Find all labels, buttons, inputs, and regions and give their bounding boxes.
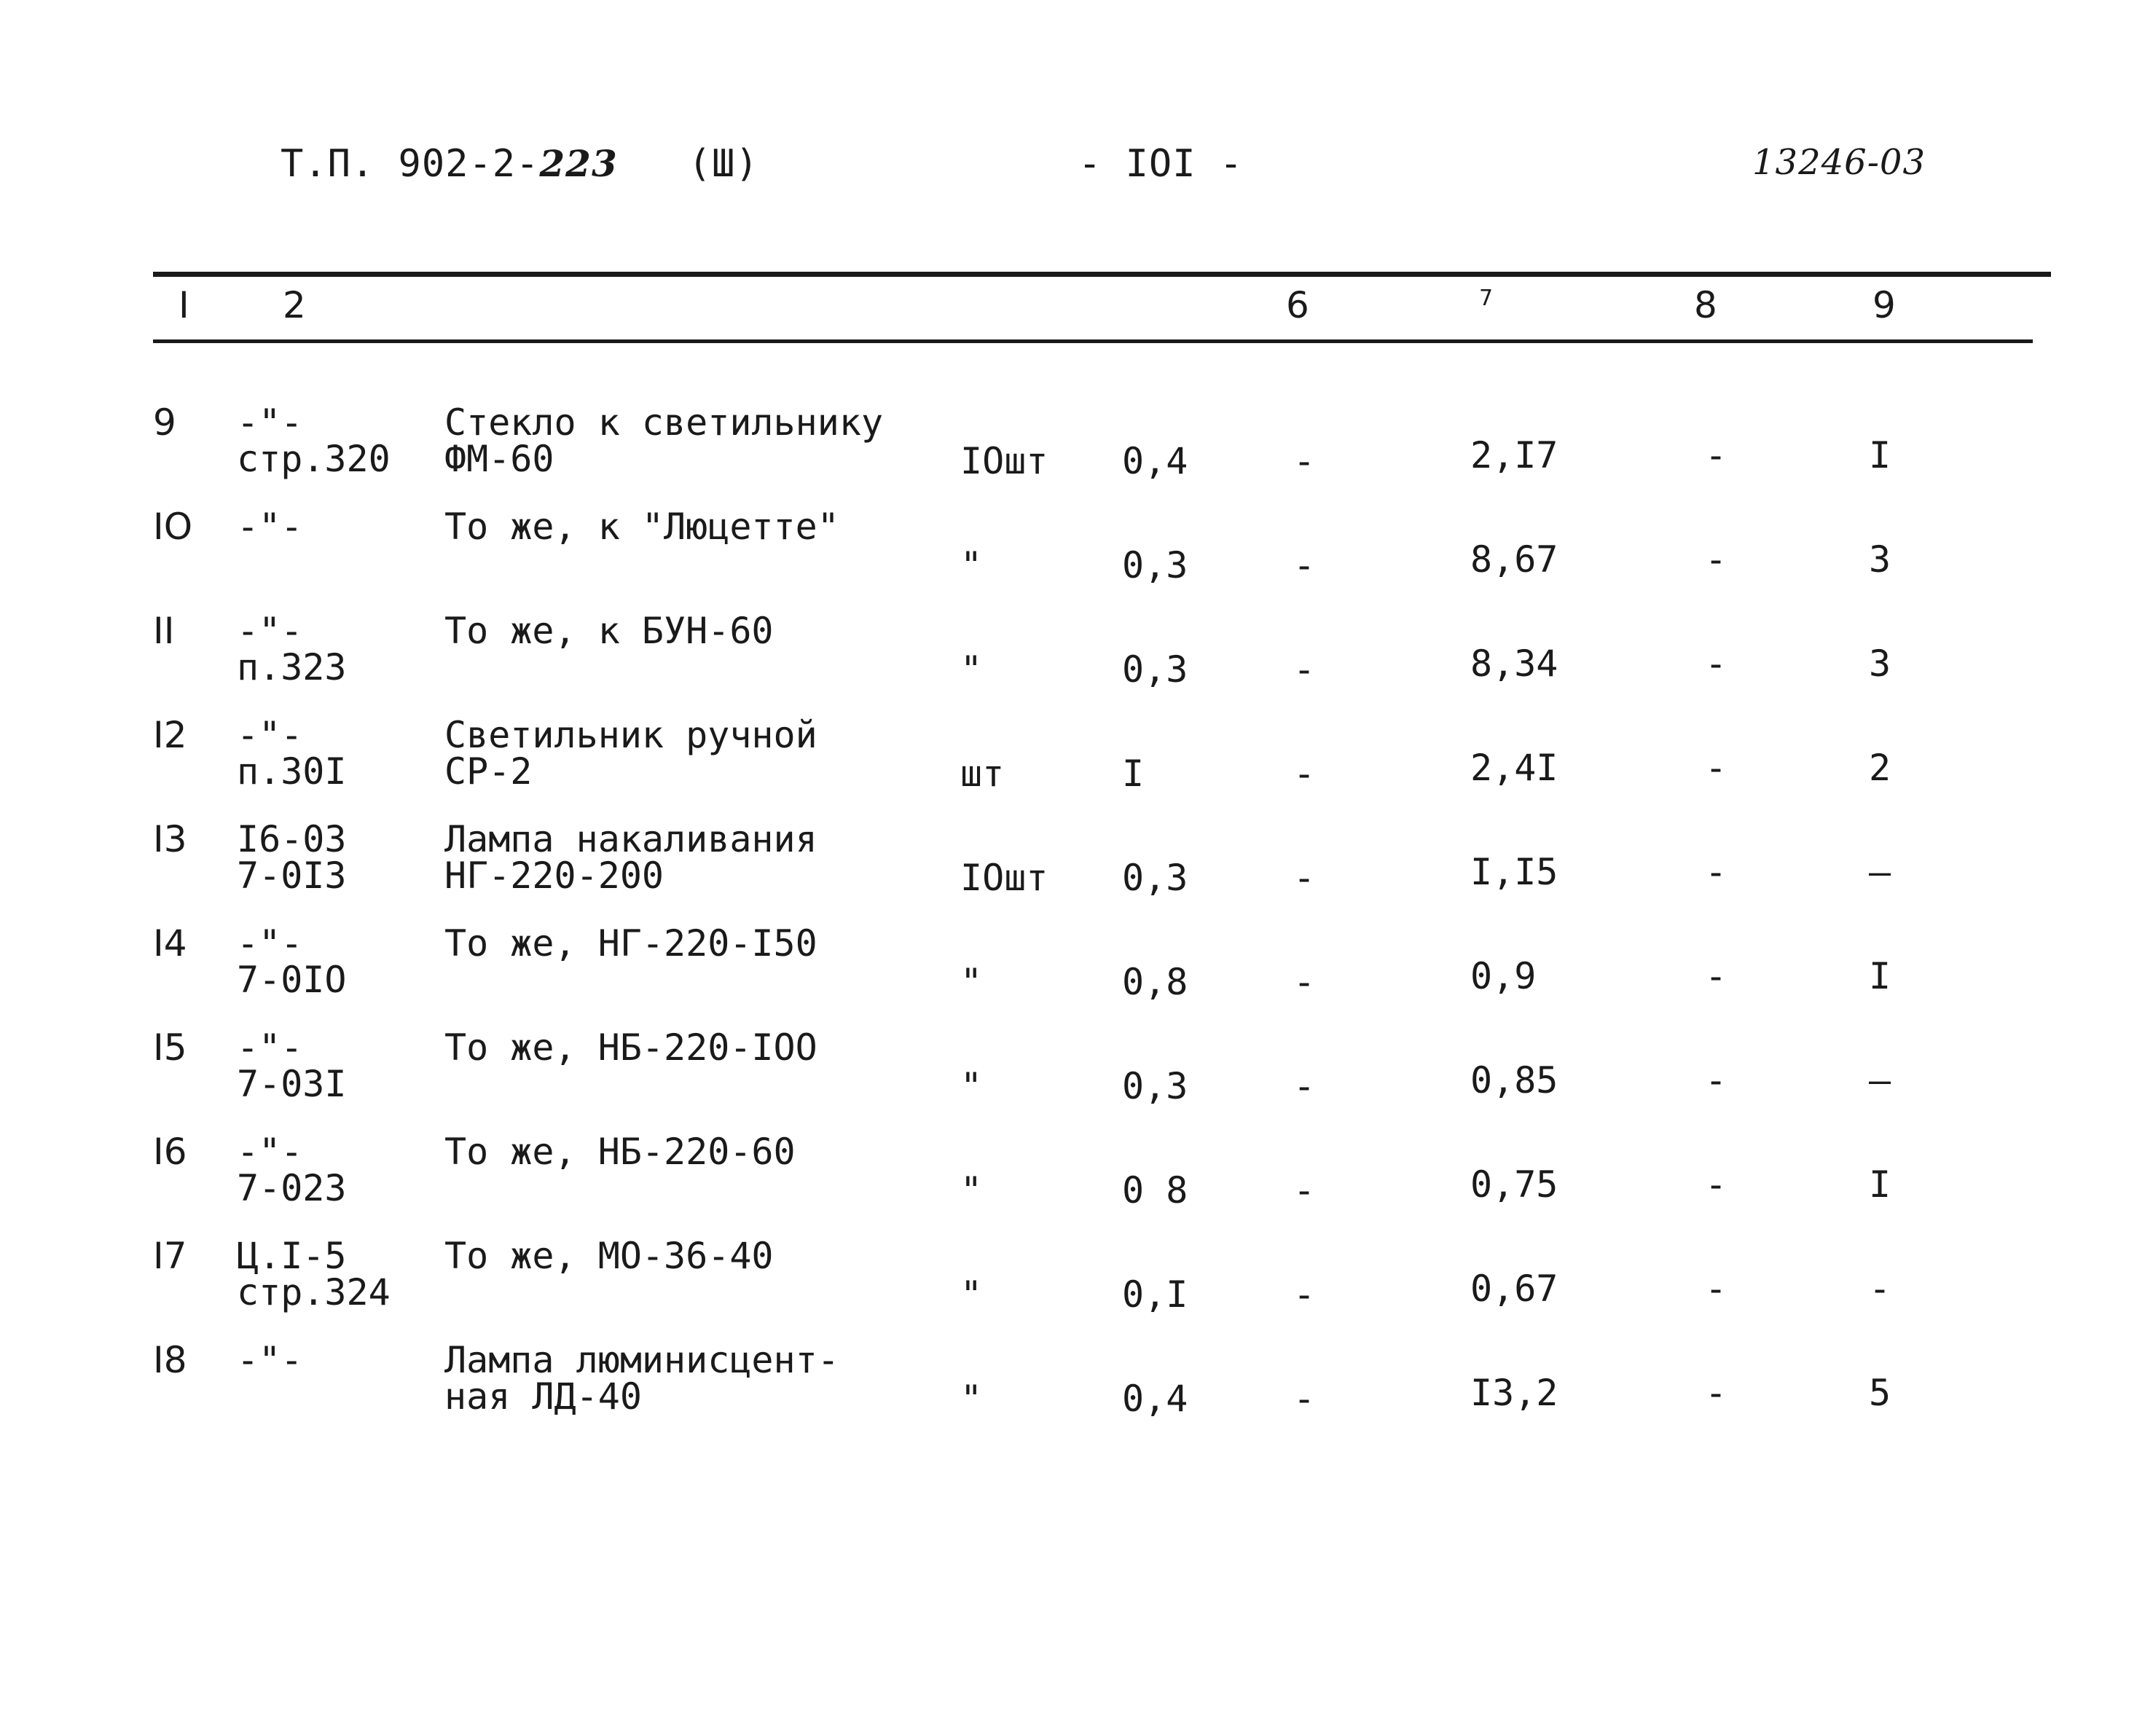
row-col8-value-line: - — [1705, 747, 1728, 789]
row-col5-value-line: 0,4 — [1122, 440, 1188, 482]
row-col5-value — [1122, 753, 1145, 795]
row-item-name-line: То же, НБ-220-IOO — [444, 1026, 817, 1069]
row-unit-line: " — [960, 544, 983, 586]
row-reference-line: стр.320 — [237, 438, 391, 480]
column-header-7: 7 — [1479, 286, 1494, 311]
table-header-rule — [153, 339, 2033, 343]
row-col8-value-line: - — [1705, 1372, 1728, 1414]
row-reference — [237, 818, 347, 897]
row-col5-value-line: 0,3 — [1122, 648, 1188, 691]
row-col6-value — [1293, 440, 1316, 482]
row-col7-value-line: 0,67 — [1470, 1268, 1558, 1310]
row-item-name-line: То же, НГ-220-I50 — [444, 922, 817, 965]
row-col9-value — [1869, 955, 1891, 997]
row-reference-line: п.30I — [237, 750, 347, 793]
row-col5-value — [1122, 440, 1188, 482]
row-reference-line: стр.324 — [237, 1271, 391, 1313]
row-col9-value-line: 3 — [1869, 538, 1891, 581]
row-col7-value-line: 8,67 — [1470, 538, 1558, 581]
row-col8-value-line: - — [1705, 1268, 1728, 1310]
row-col6-value — [1293, 1273, 1316, 1316]
row-col6-value-line: - — [1293, 961, 1316, 1003]
row-col6-value-line: - — [1293, 440, 1316, 482]
row-unit — [960, 648, 983, 691]
row-item-name-line: Лампа люминисцент- — [444, 1339, 839, 1381]
row-unit-line: IOшт — [960, 857, 1048, 899]
row-col7-value-line: I3,2 — [1470, 1372, 1558, 1414]
row-reference-line: I6-03 — [237, 818, 347, 860]
row-col7-value — [1470, 1059, 1558, 1101]
row-col5-value-line: 0,I — [1122, 1273, 1188, 1316]
table-row — [0, 1130, 2153, 1234]
row-col5-value — [1122, 648, 1188, 691]
row-col9-value — [1869, 538, 1891, 581]
row-col6-value-line: - — [1293, 1273, 1316, 1316]
row-col6-value — [1293, 1378, 1316, 1420]
row-col9-value-line: 2 — [1869, 747, 1891, 789]
row-number — [153, 922, 187, 965]
row-unit — [960, 1273, 983, 1316]
row-col6-value — [1293, 961, 1316, 1003]
row-reference-line: п.323 — [237, 646, 347, 688]
row-col7-value — [1470, 1268, 1558, 1310]
row-reference-line: -"- — [237, 506, 303, 548]
row-col7-value-line: 2,I7 — [1470, 434, 1558, 476]
row-number — [153, 1026, 187, 1069]
row-item-name — [444, 401, 884, 480]
column-header-1: I — [179, 284, 189, 326]
column-header-9: 9 — [1872, 284, 1896, 326]
column-header-6: 6 — [1286, 284, 1309, 326]
row-col7-value — [1470, 538, 1558, 581]
row-col8-value-line: - — [1705, 1059, 1728, 1101]
row-col9-value — [1869, 643, 1891, 685]
row-reference-line: -"- — [237, 401, 303, 444]
row-col8-value — [1705, 1372, 1728, 1414]
row-col5-value-line: 0,3 — [1122, 857, 1188, 899]
row-item-name-line: То же, к "Люцетте" — [444, 506, 839, 548]
row-unit-line: " — [960, 961, 983, 1003]
row-col9-value — [1869, 434, 1891, 476]
row-reference-line: 7-0I3 — [237, 855, 347, 897]
row-reference — [237, 401, 391, 480]
row-reference-line: -"- — [237, 714, 303, 756]
row-item-name-line: То же, к БУН-60 — [444, 610, 774, 652]
row-col9-value-line: I — [1869, 1163, 1891, 1206]
row-unit-line: IOшт — [960, 440, 1048, 482]
row-col6-value-line: - — [1293, 753, 1316, 795]
row-number — [153, 714, 187, 756]
row-unit — [960, 753, 1005, 795]
row-col6-value-line: - — [1293, 1065, 1316, 1107]
row-number — [153, 818, 187, 860]
row-col7-value-line: 0,9 — [1470, 955, 1537, 997]
volume-label: (Ш) — [688, 142, 759, 186]
archive-number: 13246-03 — [1752, 142, 1926, 183]
row-item-name-line: СР-2 — [444, 750, 533, 793]
table-row — [0, 1234, 2153, 1338]
row-item-name-line: ФМ-60 — [444, 438, 554, 480]
row-number-line: II — [153, 610, 175, 652]
row-col8-value-line: - — [1705, 851, 1728, 893]
row-reference-line: 7-023 — [237, 1167, 347, 1209]
row-number-line: I8 — [153, 1339, 187, 1381]
row-item-name — [444, 610, 774, 652]
row-reference — [237, 714, 347, 793]
row-col5-value — [1122, 1273, 1188, 1316]
row-reference-line: Ц.I-5 — [237, 1235, 347, 1277]
row-col7-value-line: 8,34 — [1470, 643, 1558, 685]
row-col6-value — [1293, 1065, 1316, 1107]
row-unit — [960, 1378, 983, 1420]
row-reference-line: 7-0IO — [237, 959, 347, 1001]
row-col7-value — [1470, 747, 1558, 789]
row-col8-value-line: - — [1705, 955, 1728, 997]
row-item-name-line: Светильник ручной — [444, 714, 817, 756]
row-number-line: I7 — [153, 1235, 187, 1277]
row-number — [153, 1131, 187, 1173]
row-col6-value — [1293, 753, 1316, 795]
row-col7-value — [1470, 1372, 1558, 1414]
row-number — [153, 1235, 187, 1277]
row-item-name — [444, 818, 817, 897]
row-col5-value — [1122, 544, 1188, 586]
row-unit-line: " — [960, 1273, 983, 1316]
row-col9-value-line: I — [1869, 955, 1891, 997]
row-col8-value-line: - — [1705, 538, 1728, 581]
row-col8-value — [1705, 851, 1728, 893]
table-row — [0, 1026, 2153, 1130]
page-number: - IOI - — [1078, 142, 1244, 186]
row-number-line: I4 — [153, 922, 187, 965]
row-item-name-line: НГ-220-200 — [444, 855, 664, 897]
row-col9-value — [1869, 1268, 1891, 1310]
row-unit — [960, 440, 1048, 482]
row-unit — [960, 1065, 983, 1107]
row-col9-value-line: - — [1869, 1268, 1891, 1310]
row-col5-value-line: 0 8 — [1122, 1169, 1188, 1211]
row-reference-line: -"- — [237, 610, 303, 652]
row-col8-value — [1705, 1268, 1728, 1310]
row-number-line: 9 — [153, 401, 176, 444]
row-number-line: I2 — [153, 714, 187, 756]
row-col9-value-line: 5 — [1869, 1372, 1891, 1414]
row-col9-value — [1869, 747, 1891, 789]
row-item-name-line: То же, НБ-220-60 — [444, 1131, 796, 1173]
row-col6-value-line: - — [1293, 1169, 1316, 1211]
table-row — [0, 505, 2153, 609]
document-code — [281, 142, 759, 186]
table-row — [0, 713, 2153, 817]
row-item-name — [444, 1026, 817, 1069]
row-number — [153, 401, 176, 444]
table-row — [0, 817, 2153, 922]
row-col9-value-line: I — [1869, 434, 1891, 476]
row-col6-value-line: - — [1293, 857, 1316, 899]
row-col7-value-line: 2,4I — [1470, 747, 1558, 789]
row-unit-line: " — [960, 1378, 983, 1420]
row-col9-value — [1869, 1163, 1891, 1206]
row-unit — [960, 961, 983, 1003]
row-col7-value — [1470, 955, 1537, 997]
row-col9-value — [1869, 1059, 1891, 1101]
row-reference — [237, 1339, 303, 1381]
row-col8-value — [1705, 955, 1728, 997]
document-code-prefix: Т.П. 902-2- — [281, 142, 540, 186]
row-col7-value-line: 0,85 — [1470, 1059, 1558, 1101]
row-number — [153, 1339, 187, 1381]
row-col8-value — [1705, 747, 1728, 789]
row-col5-value — [1122, 857, 1188, 899]
row-col7-value — [1470, 434, 1558, 476]
row-col9-value-line: — — [1869, 851, 1891, 893]
row-col7-value-line: I,I5 — [1470, 851, 1558, 893]
row-item-name — [444, 1339, 839, 1418]
column-header-2: 2 — [283, 284, 306, 326]
row-reference-line: -"- — [237, 1131, 303, 1173]
row-unit — [960, 544, 983, 586]
column-header-8: 8 — [1694, 284, 1717, 326]
table-body — [0, 401, 2153, 1442]
row-col6-value-line: - — [1293, 1378, 1316, 1420]
row-col9-value-line: — — [1869, 1059, 1891, 1101]
row-number-line: I5 — [153, 1026, 187, 1069]
row-reference — [237, 1131, 347, 1209]
row-col6-value-line: - — [1293, 648, 1316, 691]
table-row — [0, 1338, 2153, 1442]
row-col7-value — [1470, 1163, 1558, 1206]
row-item-name — [444, 1235, 774, 1277]
row-item-name — [444, 506, 839, 548]
row-reference-line: -"- — [237, 1026, 303, 1069]
row-col8-value — [1705, 434, 1728, 476]
row-number-line: I6 — [153, 1131, 187, 1173]
row-col6-value — [1293, 1169, 1316, 1211]
row-col8-value-line: - — [1705, 643, 1728, 685]
row-unit — [960, 857, 1048, 899]
row-col8-value — [1705, 643, 1728, 685]
row-col6-value — [1293, 544, 1316, 586]
table-row — [0, 922, 2153, 1026]
row-col7-value-line: 0,75 — [1470, 1163, 1558, 1206]
row-item-name — [444, 1131, 796, 1173]
row-col5-value — [1122, 1378, 1188, 1420]
row-col7-value — [1470, 643, 1558, 685]
row-col5-value-line: 0,3 — [1122, 544, 1188, 586]
row-item-name — [444, 922, 817, 965]
row-col8-value — [1705, 1059, 1728, 1101]
row-unit — [960, 1169, 983, 1211]
row-col5-value-line: 0,3 — [1122, 1065, 1188, 1107]
row-col9-value — [1869, 851, 1891, 893]
row-col8-value — [1705, 1163, 1728, 1206]
row-col8-value — [1705, 538, 1728, 581]
row-col5-value — [1122, 961, 1188, 1003]
row-item-name-line: То же, МО-36-40 — [444, 1235, 774, 1277]
row-item-name-line: ная ЛД-40 — [444, 1375, 642, 1418]
row-col5-value — [1122, 1065, 1188, 1107]
row-unit-line: " — [960, 648, 983, 691]
row-unit-line: шт — [960, 753, 1005, 795]
row-item-name-line: Стекло к светильнику — [444, 401, 884, 444]
row-reference — [237, 610, 347, 688]
row-item-name-line: Лампа накаливания — [444, 818, 817, 860]
row-number-line: I3 — [153, 818, 187, 860]
row-col6-value — [1293, 648, 1316, 691]
row-number — [153, 610, 175, 652]
row-reference — [237, 1235, 391, 1313]
row-col5-value — [1122, 1169, 1188, 1211]
row-col5-value-line: I — [1122, 753, 1145, 795]
row-col6-value-line: - — [1293, 544, 1316, 586]
row-col5-value-line: 0,4 — [1122, 1378, 1188, 1420]
row-reference-line: 7-03I — [237, 1063, 347, 1105]
row-number — [153, 506, 193, 548]
row-col8-value-line: - — [1705, 1163, 1728, 1206]
table-top-rule — [153, 272, 2051, 277]
row-reference-line: -"- — [237, 922, 303, 965]
row-item-name — [444, 714, 817, 793]
row-col7-value — [1470, 851, 1558, 893]
row-col9-value — [1869, 1372, 1891, 1414]
row-col9-value-line: 3 — [1869, 643, 1891, 685]
row-col6-value — [1293, 857, 1316, 899]
row-col8-value-line: - — [1705, 434, 1728, 476]
row-reference-line: -"- — [237, 1339, 303, 1381]
row-reference — [237, 506, 303, 548]
row-number-line: IO — [153, 506, 193, 548]
row-unit-line: " — [960, 1169, 983, 1211]
table-row — [0, 609, 2153, 713]
row-reference — [237, 922, 347, 1001]
row-reference — [237, 1026, 347, 1105]
document-code-handwritten: 223 — [539, 142, 618, 185]
table-row — [0, 401, 2153, 505]
row-unit-line: " — [960, 1065, 983, 1107]
row-col5-value-line: 0,8 — [1122, 961, 1188, 1003]
